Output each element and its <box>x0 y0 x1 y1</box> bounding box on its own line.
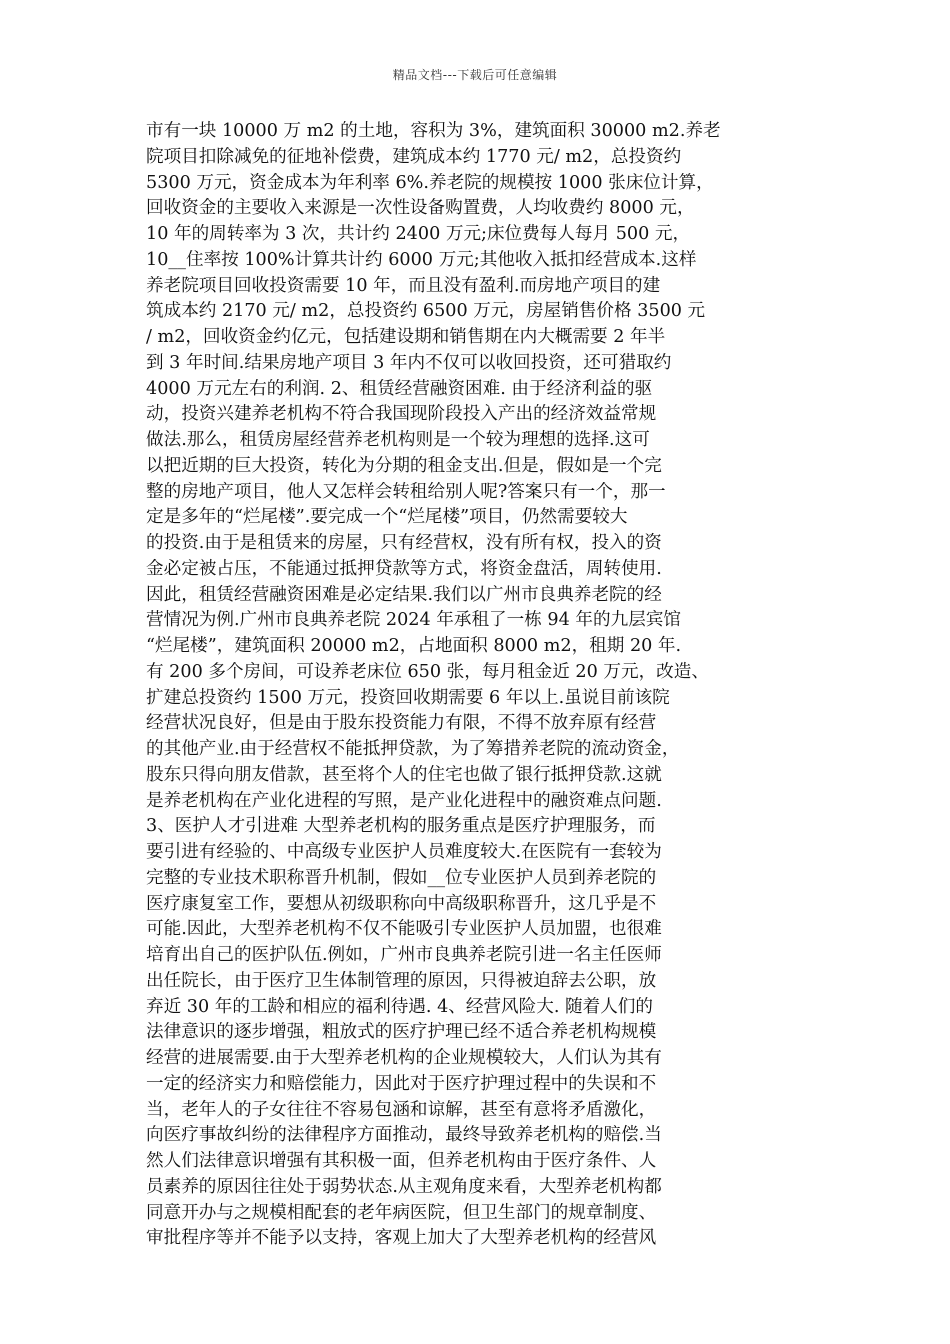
text-line: 员素养的原因往往处于弱势状态.从主观角度来看，大型养老机构都 <box>146 1176 662 1197</box>
text-line: 因此，租赁经营融资困难是必定结果.我们以广州市良典养老院的经 <box>146 584 662 605</box>
text-line: 向医疗事故纠纷的法律程序方面推动，最终导致养老机构的赔偿.当 <box>146 1125 662 1146</box>
text-line: 有 200 多个房间，可设养老床位 650 张，每月租金近 20 万元，改造、 <box>146 661 709 682</box>
body-text <box>146 119 826 1252</box>
text-line: / m2，回收资金约亿元，包括建设期和销售期在内大概需要 2 年半 <box>146 327 666 347</box>
text-line: 10 年的周转率为 3 次，共计约 2400 万元;床位费每人每月 500 元， <box>146 224 691 244</box>
text-line: 3、医护人才引进难 大型养老机构的服务重点是医疗护理服务，而 <box>146 816 656 837</box>
text-line: 动，投资兴建养老机构不符合我国现阶段投入产出的经济效益常规 <box>146 404 657 425</box>
text-line: 完整的专业技术职称晋升机制，假如__位专业医护人员到养老院的 <box>146 867 657 888</box>
text-line: 整的房地产项目，他人又怎样会转租给别人呢?答案只有一个，那一 <box>146 481 666 502</box>
text-line: 10__住率按 100%计算共计约 6000 万元;其他收入抵扣经营成本.这样 <box>146 249 697 270</box>
text-line: 扩建总投资约 1500 万元，投资回收期需要 6 年以上.虽说目前该院 <box>146 687 670 708</box>
text-line: 定是多年的“烂尾楼”.要完成一个“烂尾楼”项目，仍然需要较大 <box>146 507 628 528</box>
text-line: 做法.那么，租赁房屋经营养老机构则是一个较为理想的选择.这可 <box>146 430 650 450</box>
text-line: 的其他产业.由于经营权不能抵押贷款，为了筹措养老院的流动资金， <box>146 739 680 759</box>
text-line: “烂尾楼”，建筑面积 20000 m2，占地面积 8000 m2，租期 20 年. <box>146 636 682 656</box>
text-line: 是养老机构在产业化进程的写照，是产业化进程中的融资难点问题. <box>146 790 662 811</box>
text-line: 当，老年人的子女往往不容易包涵和谅解，甚至有意将矛盾激化， <box>146 1099 657 1120</box>
text-line: 要引进有经验的、中高级专业医护人员难度较大.在医院有一套较为 <box>146 842 662 862</box>
text-line: 弃近 30 年的工龄和相应的福利待遇. 4、经营风险大. 随着人们的 <box>146 996 653 1017</box>
text-line: 金必定被占压，不能通过抵押贷款等方式，将资金盘活，周转使用. <box>146 558 662 579</box>
text-line: 到 3 年时间.结果房地产项目 3 年内不仅可以收回投资，还可猎取约 <box>146 352 672 373</box>
text-line: 可能.因此，大型养老机构不仅不能吸引专业医护人员加盟，也很难 <box>146 919 662 940</box>
text-line: 培育出自己的医护队伍.例如，广州市良典养老院引进一名主任医师 <box>146 945 662 965</box>
text-line: 经营的进展需要.由于大型养老机构的企业规模较大，人们认为其有 <box>146 1048 662 1068</box>
text-line: 养老院项目回收投资需要 10 年，而且没有盈利.而房地产项目的建 <box>146 275 661 296</box>
text-line: 审批程序等并不能予以支持，客观上加大了大型养老机构的经营风 <box>146 1228 657 1249</box>
text-line: 同意开办与之规模相配套的老年病医院，但卫生部门的规章制度、 <box>146 1202 657 1223</box>
text-line: 一定的经济实力和赔偿能力，因此对于医疗护理过程中的失误和不 <box>146 1073 657 1094</box>
text-line: 以把近期的巨大投资，转化为分期的租金支出.但是，假如是一个完 <box>146 455 662 476</box>
text-line: 5300 万元，资金成本为年利率 6%.养老院的规模按 1000 张床位计算， <box>146 172 714 193</box>
text-line: 4000 万元左右的利润. 2、租赁经营融资困难. 由于经济利益的驱 <box>146 378 653 399</box>
text-line: 院项目扣除减免的征地补偿费，建筑成本约 1770 元/ m2，总投资约 <box>146 146 682 167</box>
text-line: 筑成本约 2170 元/ m2，总投资约 6500 万元，房屋销售价格 3500 元 <box>146 301 706 322</box>
text-line: 法律意识的逐步增强，粗放式的医疗护理已经不适合养老机构规模 <box>146 1022 657 1043</box>
page-header: 精品文档---下载后可任意编辑 <box>392 68 558 82</box>
text-line: 然人们法律意识增强有其积极一面，但养老机构由于医疗条件、人 <box>146 1151 657 1171</box>
text-line: 的投资.由于是租赁来的房屋，只有经营权，没有所有权，投入的资 <box>146 533 662 553</box>
text-line: 经营状况良好，但是由于股东投资能力有限，不得不放弃原有经营 <box>146 713 657 734</box>
text-line: 回收资金的主要收入来源是一次性设备购置费，人均收费约 8000 元， <box>146 198 695 219</box>
text-line: 出任院长，由于医疗卫生体制管理的原因，只得被迫辞去公职，放 <box>146 970 657 991</box>
text-line: 营情况为例.广州市良典养老院 2024 年承租了一栋 94 年的九层宾馆 <box>146 610 681 631</box>
text-line: 医疗康复室工作，要想从初级职称向中高级职称晋升，这几乎是不 <box>146 893 657 914</box>
text-line: 股东只得向朋友借款，甚至将个人的住宅也做了银行抵押贷款.这就 <box>146 764 662 785</box>
text-line: 市有一块 10000 万 m2 的土地，容积为 3%，建筑面积 30000 m2.养老 <box>146 121 721 141</box>
